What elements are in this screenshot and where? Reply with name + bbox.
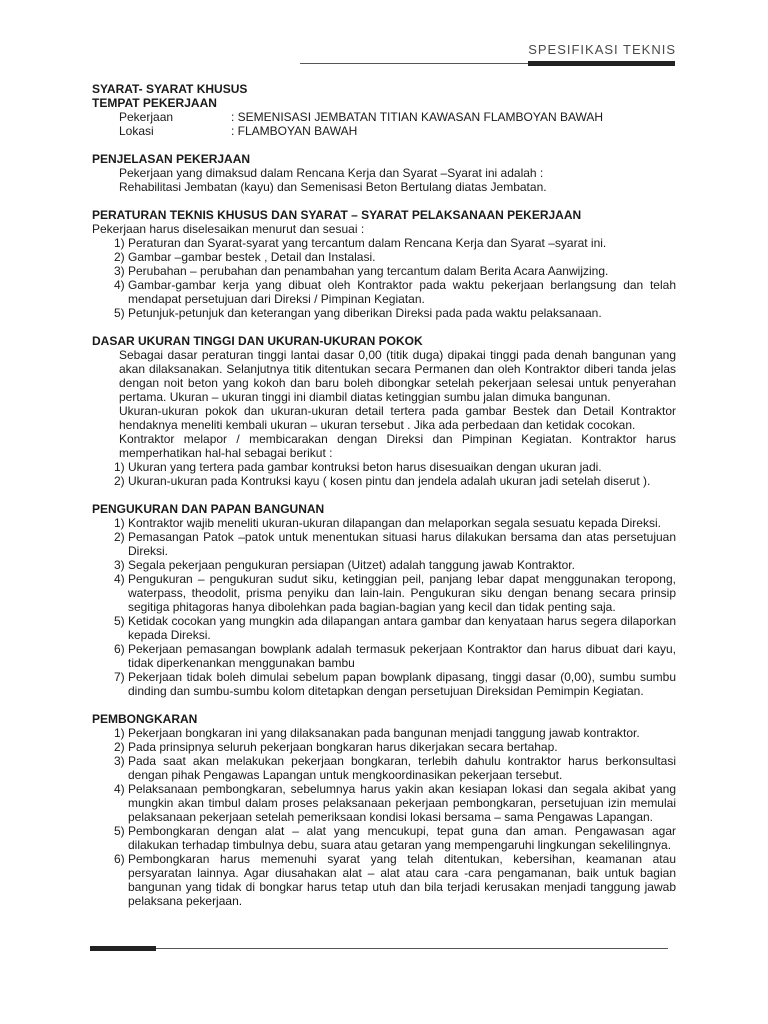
list-number: 1) xyxy=(114,726,125,740)
list-number: 4) xyxy=(114,278,125,292)
list-item xyxy=(92,264,676,278)
list-text: Kontraktor wajib meneliti ukuran-ukuran dilapangan dan melaporkan segala sesuatu kepada Direksi. xyxy=(128,516,661,530)
list-number: 3) xyxy=(114,558,125,572)
list-number: 1) xyxy=(114,516,125,530)
list-item xyxy=(92,824,676,852)
list-number: 2) xyxy=(114,250,125,264)
list-item xyxy=(92,852,676,908)
list-number: 4) xyxy=(114,782,125,796)
list-text: Peraturan dan Syarat-syarat yang tercantum dalam Rencana Kerja dan Syarat –syarat ini. xyxy=(128,236,607,250)
footer-rule-accent xyxy=(90,946,156,951)
list-item xyxy=(92,236,676,250)
list-text: Gambar-gambar kerja yang dibuat oleh Kontraktor pada waktu pekerjaan berlangsung dan telah mendapat persetujuan dari Direksi / Pimpinan Kegiatan. xyxy=(128,278,676,306)
section-heading-dasar-ukuran: DASAR UKURAN TINGGI DAN UKURAN-UKURAN POKOK xyxy=(92,334,423,348)
paragraph-line: Pekerjaan yang dimaksud dalam Rencana Kerja dan Syarat –Syarat ini adalah : xyxy=(119,166,544,180)
list-number: 5) xyxy=(114,306,125,320)
section-heading-tempat: TEMPAT PEKERJAAN xyxy=(92,96,217,110)
list-item xyxy=(92,754,676,782)
list-number: 6) xyxy=(114,852,125,866)
list-item xyxy=(92,614,676,642)
section-heading-pengukuran: PENGUKURAN DAN PAPAN BANGUNAN xyxy=(92,502,325,516)
info-label: Lokasi xyxy=(119,124,154,138)
section-heading-pembongkaran: PEMBONGKARAN xyxy=(92,712,198,726)
list-text: Pekerjaan tidak boleh dimulai sebelum papan bowplank dipasang, tinggi dasar (0,00), sumbu sumbu dinding dan sumbu-sumbu kolom ditetapkan dengan persetujuan Direksidan Pemimpin Kegiatan. xyxy=(128,670,676,698)
list-item xyxy=(92,306,676,320)
list-number: 2) xyxy=(114,740,125,754)
list-text: Ketidak cocokan yang mungkin ada dilapangan antara gambar dan kenyataan harus segera dilaporkan kepada Direksi. xyxy=(128,614,676,642)
list-text: Pekerjaan bongkaran ini yang dilaksanakan pada bangunan menjadi tanggung jawab kontraktor. xyxy=(128,726,640,740)
section-heading-peraturan: PERATURAN TEKNIS KHUSUS DAN SYARAT – SYARAT PELAKSANAAN PEKERJAAN xyxy=(92,208,582,222)
list-number: 1) xyxy=(114,460,125,474)
list-number: 4) xyxy=(114,572,125,586)
info-row-pekerjaan xyxy=(92,110,676,124)
list-number: 2) xyxy=(114,530,125,544)
list-number: 1) xyxy=(114,236,125,250)
list-text: Pemasangan Patok –patok untuk menentukan situasi harus dilakukan bersama dan atas persetujuan Direksi. xyxy=(128,530,676,558)
document-body xyxy=(92,82,676,908)
list-text: Gambar –gambar bestek , Detail dan Instalasi. xyxy=(128,250,376,264)
info-label: Pekerjaan xyxy=(119,110,174,124)
list-text: Pekerjaan pemasangan bowplank adalah termasuk pekerjaan Kontraktor dan harus dibuat dari kayu, tidak diperkenankan menggunakan bambu xyxy=(128,642,676,670)
numbered-list-peraturan xyxy=(92,236,676,320)
footer-rule xyxy=(90,948,668,949)
list-text: Segala pekerjaan pengukuran persiapan (Uitzet) adalah tanggung jawab Kontraktor. xyxy=(128,558,575,572)
list-text: Ukuran-ukuran pada Kontruksi kayu ( kosen pintu dan jendela adalah ukuran jadi setelah diserut ). xyxy=(128,474,651,488)
info-value: : SEMENISASI JEMBATAN TITIAN KAWASAN FLAMBOYAN BAWAH xyxy=(231,110,604,124)
list-item xyxy=(92,572,676,614)
list-item xyxy=(92,642,676,670)
list-item xyxy=(92,250,676,264)
list-item xyxy=(92,740,676,754)
list-item xyxy=(92,278,676,306)
header-rule-accent xyxy=(528,61,675,66)
list-text: Perubahan – perubahan dan penambahan yang tercantum dalam Berita Acara Aanwijzing. xyxy=(128,264,609,278)
list-text: Pelaksanaan pembongkaran, sebelumnya harus yakin akan kesiapan lokasi dan segala akibat yang mungkin akan timbul dalam proses pelaksanaan pekerjaan pembongkaran, persetujuan izin memulai pelaksanaan pekerjaan setelah pemeriksaan kondisi lokasi bersama – sama Pengawas Lapangan. xyxy=(128,782,676,824)
list-number: 3) xyxy=(114,264,125,278)
section-heading-penjelasan: PENJELASAN PEKERJAAN xyxy=(92,152,251,166)
info-value: : FLAMBOYAN BAWAH xyxy=(231,124,358,138)
paragraph-line: Rehabilitasi Jembatan (kayu) dan Semenisasi Beton Bertulang diatas Jembatan. xyxy=(119,180,547,194)
paragraph: Ukuran-ukuran pokok dan ukuran-ukuran detail tertera pada gambar Bestek dan Detail Kontraktor hendaknya meneliti kembali ukuran – ukuran tersebut . Jika ada perbedaan dan ketidak cocokan. xyxy=(119,404,676,432)
list-text: Pada saat akan melakukan pekerjaan bongkaran, terlebih dahulu kontraktor harus berkonsultasi dengan pihak Pengawas Lapangan untuk mengkoordinasikan pekerjaan tersebut. xyxy=(128,754,676,782)
list-number: 2) xyxy=(114,474,125,488)
list-text: Pembongkaran harus memenuhi syarat yang telah ditentukan, kebersihan, keamanan atau persyaratan lainnya. Agar diusahakan alat – alat atau cara -cara pengamanan, baik untuk bagian bangunan yang tidak di bongkar harus tetap utuh dan bila terjadi kerusakan menjadi tanggung jawab pelaksana pekerjaan. xyxy=(128,852,676,908)
list-text: Pada prinsipnya seluruh pekerjaan bongkaran harus dikerjakan secara bertahap. xyxy=(128,740,558,754)
list-number: 5) xyxy=(114,824,125,838)
section-intro: Pekerjaan harus diselesaikan menurut dan sesuai : xyxy=(92,222,365,236)
list-number: 3) xyxy=(114,754,125,768)
paragraph: Sebagai dasar peraturan tinggi lantai dasar 0,00 (titik duga) dipakai tinggi pada denah bangunan yang akan dilaksanakan. Selanjutnya titik ditentukan secara Permanen dan oleh Kontraktor diberi tanda jelas dengan noit beton yang kokoh dan baru boleh dibongkar setelah pekerjaan selesai untuk penyerahan pertama. Ukuran – ukuran tinggi ini diambil diatas ketinggian sumbu jalan dimuka bangunan. xyxy=(119,348,676,404)
list-item xyxy=(92,516,676,530)
info-row-lokasi xyxy=(92,124,676,138)
list-number: 7) xyxy=(114,670,125,684)
list-text: Pembongkaran dengan alat – alat yang mencukupi, tepat guna dan aman. Pengawasan agar dilakukan terhadap timbulnya debu, suara atau getaran yang mempengaruhi lingkungan sekelilingnya. xyxy=(128,824,676,852)
list-item xyxy=(92,460,676,474)
list-item xyxy=(92,782,676,824)
numbered-list-pengukuran xyxy=(92,516,676,698)
numbered-list-dasar-ukuran xyxy=(92,460,676,488)
numbered-list-pembongkaran xyxy=(92,726,676,908)
list-number: 5) xyxy=(114,614,125,628)
list-item xyxy=(92,670,676,698)
list-text: Pengukuran – pengukuran sudut siku, ketinggian peil, panjang lebar dapat menggunakan teropong, waterpass, theodolit, prisma penyiku dan lain-lain. Pengukuran siku dengan benang secara prinsip segitiga phitagoras hanya dibolehkan pada bagian-bagian yang kecil dan tidak penting saja. xyxy=(128,572,676,614)
list-text: Ukuran yang tertera pada gambar kontruksi beton harus disesuaikan dengan ukuran jadi. xyxy=(128,460,602,474)
list-text: Petunjuk-petunjuk dan keterangan yang diberikan Direksi pada pada waktu pelaksanaan. xyxy=(128,306,602,320)
paragraph: Kontraktor melapor / membicarakan dengan Direksi dan Pimpinan Kegiatan. Kontraktor harus memperhatikan hal-hal sebagai berikut : xyxy=(119,432,676,460)
list-number: 6) xyxy=(114,642,125,656)
list-item xyxy=(92,530,676,558)
list-item xyxy=(92,474,676,488)
list-item xyxy=(92,558,676,572)
doc-title: SYARAT- SYARAT KHUSUS xyxy=(92,82,248,96)
page-header-title: SPESIFIKASI TEKNIS xyxy=(528,42,676,57)
list-item xyxy=(92,726,676,740)
